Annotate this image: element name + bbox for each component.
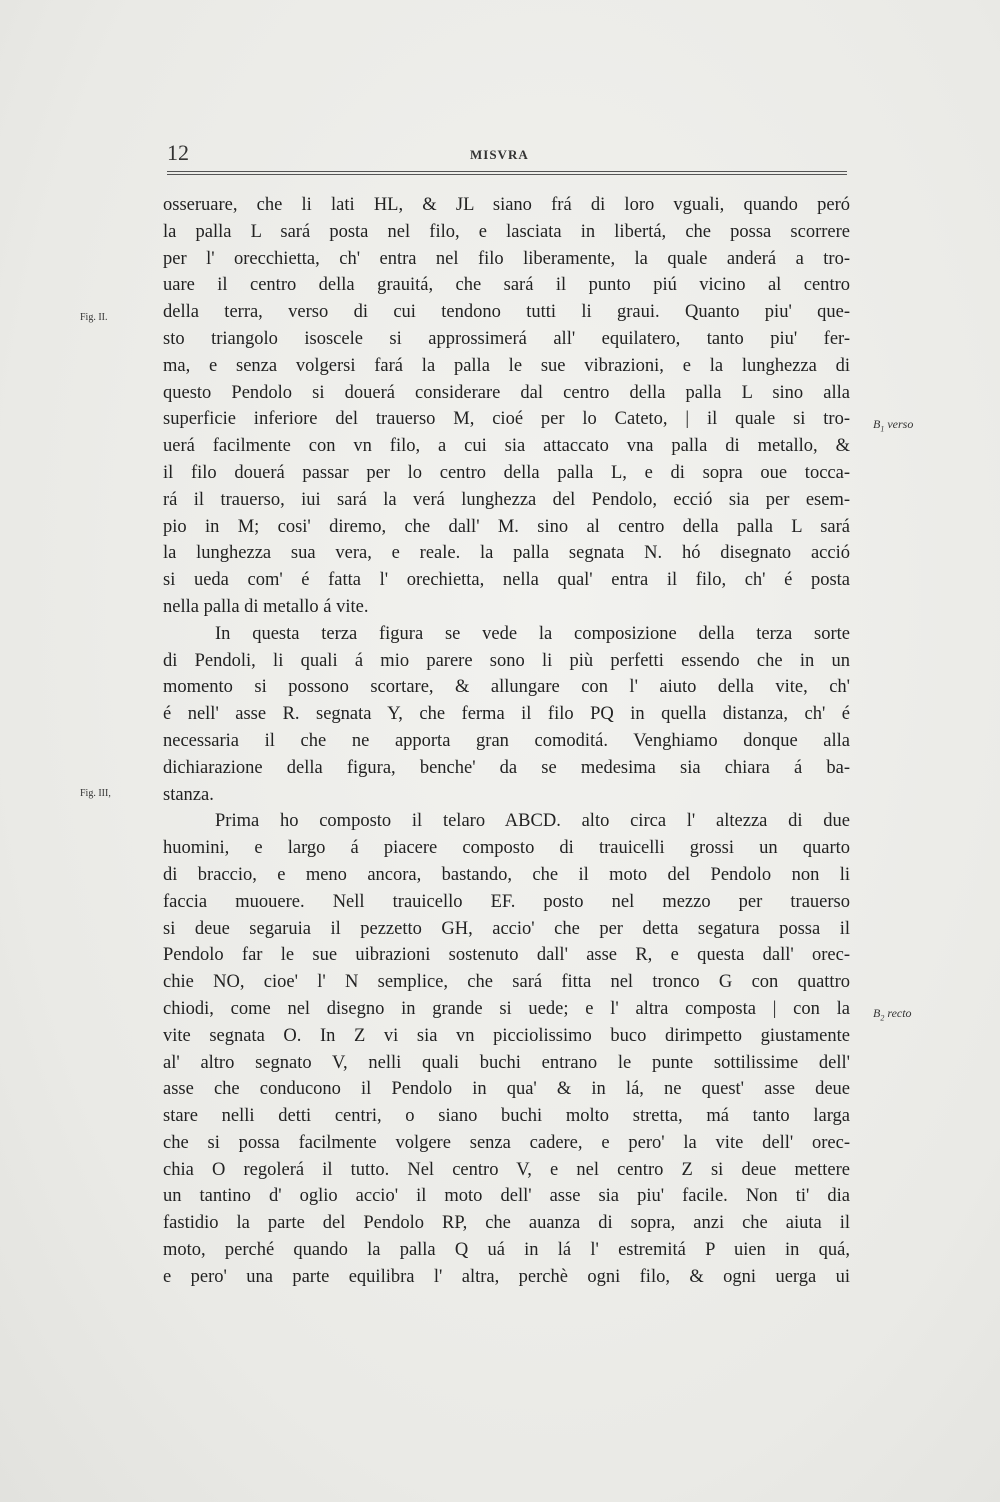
text-line: per l' orecchietta, ch' entra nel filo liberamente, la quale anderá a tro- xyxy=(163,248,850,269)
text-line: dichiarazione della figura, benche' da se medesima sia chiara á ba- xyxy=(163,757,850,778)
margin-note-fig-2: Fig. II. xyxy=(80,312,108,323)
text-line: huomini, e largo á piacere composto di trauicelli grossi un quarto xyxy=(163,838,850,859)
text-line: In questa terza figura se vede la composizione della terza sorte xyxy=(215,623,850,644)
text-line: al' altro segnato V, nelli quali buchi entrano le punte sottilissime dell' xyxy=(163,1052,850,1073)
signature-label: recto xyxy=(887,1006,912,1020)
header-rule-bottom xyxy=(167,174,847,175)
running-title: MISVRA xyxy=(470,147,529,162)
text-line: chie NO, cioe' l' N semplice, che sará fitta nel tronco G con quattro xyxy=(163,972,850,993)
margin-note-b2-recto xyxy=(873,1006,912,1022)
text-line: Pendolo far le sue uibrazioni sostenuto dall' asse R, e questa dall' orec- xyxy=(163,945,850,966)
text-line: momento si possono scortare, & allungare con l' aiuto della vite, ch' xyxy=(163,677,850,698)
text-line: che si possa facilmente volgere senza cadere, e pero' la vite dell' orec- xyxy=(163,1132,850,1153)
text-line: di braccio, e meno ancora, bastando, che il moto del Pendolo non li xyxy=(163,864,850,885)
signature-subscript: 1 xyxy=(880,424,885,434)
text-line: della terra, verso di cui tendono tutti li graui. Quanto piu' que- xyxy=(163,302,850,323)
text-line: pio in M; cosi' diremo, che dall' M. sino al centro della palla L sará xyxy=(163,516,850,537)
margin-note-b1-verso xyxy=(873,417,913,433)
text-line: stare nelli detti centri, o siano buchi molto stretta, má tanto larga xyxy=(163,1106,850,1127)
text-line: moto, perché quando la palla Q uá in lá l' estremitá P uien in quá, xyxy=(163,1240,850,1261)
text-line: faccia muouere. Nell trauicello EF. posto nel mezzo per trauerso xyxy=(163,891,850,912)
text-line: chia O regolerá il tutto. Nel centro V, e nel centro Z si deue mettere xyxy=(163,1159,850,1180)
text-line: la palla L sará posta nel filo, e lasciata in libertá, che possa scorrere xyxy=(163,221,850,242)
text-line: di Pendoli, li quali á mio parere sono li più perfetti essendo che in un xyxy=(163,650,850,671)
page-number: 12 xyxy=(167,140,189,165)
text-line: sto triangolo isoscele si approssimerá all' equilatero, tanto piu' fer- xyxy=(163,328,850,349)
body-text xyxy=(163,192,850,1291)
text-line: rá il trauerso, iui sará la verá lunghezza del Pendolo, ecció sia per esem- xyxy=(163,489,850,510)
text-line: osseruare, che li lati HL, & JL siano frá di loro vguali, quando peró xyxy=(163,195,850,215)
signature-letter: B xyxy=(873,417,881,431)
text-line: chiodi, come nel disegno in grande si uede; e l' altra composta | con la xyxy=(163,998,850,1019)
text-line: uerá facilmente con vn filo, a cui sia attaccato vna palla di metallo, & xyxy=(163,436,850,457)
text-line: e pero' una parte equilibra l' altra, perchè ogni filo, & ogni uerga ui xyxy=(163,1266,850,1287)
text-line: asse che conducono il Pendolo in qua' & in lá, ne quest' asse deue xyxy=(163,1079,850,1100)
text-line: é nell' asse R. segnata Y, che ferma il filo PQ in quella distanza, ch' é xyxy=(163,704,850,725)
signature-label: verso xyxy=(887,417,914,431)
text-line: nella palla di metallo á vite. xyxy=(163,596,369,617)
text-line: la lunghezza sua vera, e reale. la palla segnata N. hó disegnato acció xyxy=(163,543,850,564)
margin-note-fig-3: Fig. III, xyxy=(80,788,111,799)
text-line: superficie inferiore del trauerso M, cioé per lo Cateto, | il quale si tro- xyxy=(163,409,850,430)
header-rule-top xyxy=(167,171,847,172)
text-line: un tantino d' oglio accio' il moto dell' asse sia piu' facile. Non ti' dia xyxy=(163,1186,850,1207)
text-line: fastidio la parte del Pendolo RP, che auanza di sopra, anzi che aiuta il xyxy=(163,1213,850,1234)
signature-subscript: 2 xyxy=(880,1013,885,1023)
text-line: uare il centro della grauitá, che sará il punto piú vicino al centro xyxy=(163,275,850,296)
signature-letter: B xyxy=(873,1006,881,1020)
text-line: questo Pendolo si douerá considerare dal centro della palla L sino alla xyxy=(163,382,850,403)
text-line: si deue segaruia il pezzetto GH, accio' che per detta segatura possa il xyxy=(163,918,850,939)
text-line: il filo douerá passar per lo centro della palla L, e di sopra oue tocca- xyxy=(163,462,850,483)
text-line: Prima ho composto il telaro ABCD. alto circa l' altezza di due xyxy=(215,811,850,832)
text-line: ma, e senza volgersi fará la palla le sue vibrazioni, e la lunghezza di xyxy=(163,355,850,376)
text-line: stanza. xyxy=(163,784,214,805)
text-line: si ueda com' é fatta l' orechietta, nella qual' entra il filo, ch' é posta xyxy=(163,570,850,591)
text-line: necessaria il che ne apporta gran comoditá. Venghiamo donque alla xyxy=(163,730,850,751)
text-line: vite segnata O. In Z vi sia vn picciolissimo buco dirimpetto giustamente xyxy=(163,1025,850,1046)
